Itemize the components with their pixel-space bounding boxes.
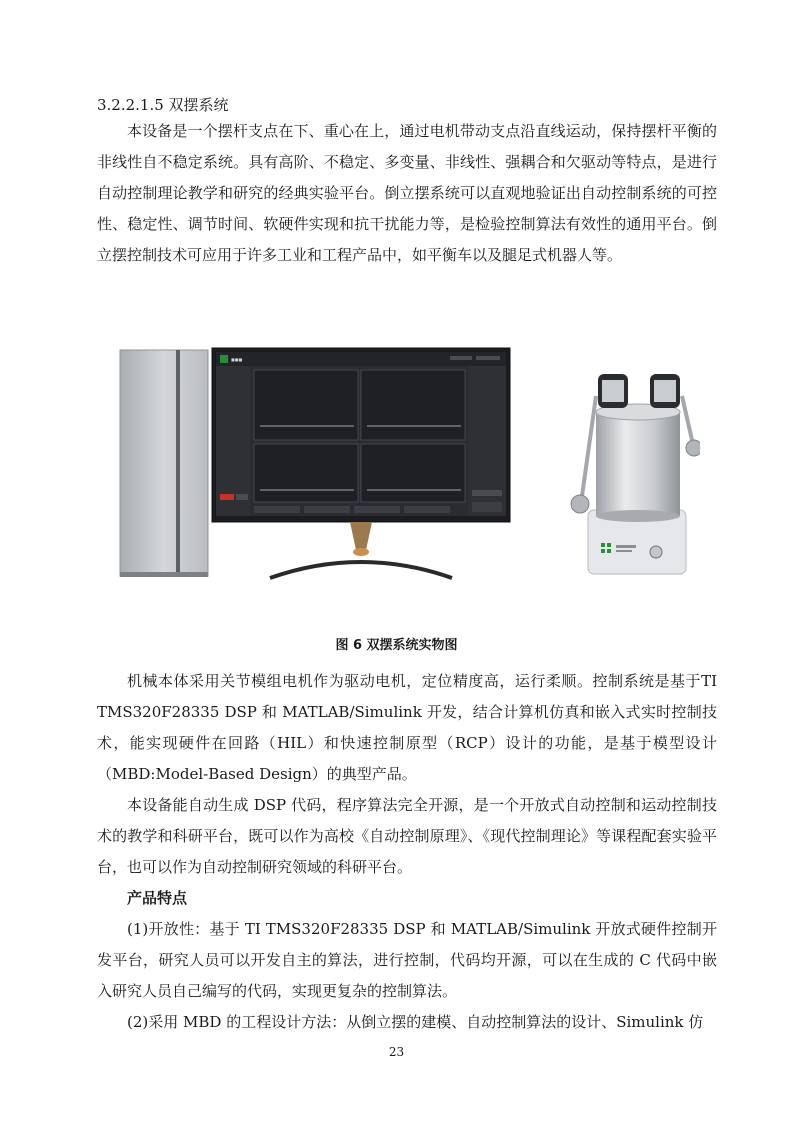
figure-caption: 图 6 双摆系统实物图 xyxy=(335,638,458,653)
product-photo xyxy=(110,340,700,590)
paragraph-control-system: 机械本体采用关节模组电机作为驱动电机，定位精度高，运行柔顺。控制系统是基于TI TMS320F28335 DSP 和 MATLAB/Simulink 开发，结合计算机仿真和嵌入式实时控制技术，能实现硬件在回路（HIL）和快速控制原型（RCP）设计的功能，是基于模型设计（MBD:Model-Based Design）的典型产品。 xyxy=(97,672,717,783)
feature-openness: (1)开放性：基于 TI TMS320F28335 DSP 和 MATLAB/Simulink 开放式硬件控制开发平台，研究人员可以开发自主的算法，进行控制，代码均开源，可以在生成的 C 代码中嵌入研究人员自己编写的代码，实现更复杂的控制算法。 xyxy=(97,920,717,1000)
feature-mbd: (2)采用 MBD 的工程设计方法：从倒立摆的建模、自动控制算法的设计、Simulink 仿 xyxy=(127,1013,704,1031)
features-heading: 产品特点 xyxy=(127,889,188,907)
page-number: 23 xyxy=(388,1045,405,1059)
tower-pc xyxy=(120,350,208,577)
product-photo-illustration xyxy=(110,340,700,590)
double-pendulum-device xyxy=(571,374,700,574)
svg-text:■■■: ■■■ xyxy=(231,357,243,362)
paragraph-intro: 本设备是一个摆杆支点在下、重心在上，通过电机带动支点沿直线运动，保持摆杆平衡的非线性自不稳定系统。具有高阶、不稳定、多变量、非线性、强耦合和欠驱动等特点，是进行自动控制理论教学和研究的经典实验平台。倒立摆系统可以直观地验证出自动控制系统的可控性、稳定性、调节时间、软硬件实现和抗干扰能力等，是检验控制算法有效性的通用平台。倒立摆控制技术可应用于许多工业和工程产品中，如平衡车以及腿足式机器人等。 xyxy=(97,122,717,264)
monitor xyxy=(212,348,510,578)
section-heading: 3.2.2.1.5 双摆系统 xyxy=(97,96,229,114)
paragraph-dsp-code: 本设备能自动生成 DSP 代码，程序算法完全开源，是一个开放式自动控制和运动控制技术的教学和科研平台，既可以作为高校《自动控制原理》、《现代控制理论》等课程配套实验平台，也可以作为自动控制研究领域的科研平台。 xyxy=(97,796,717,876)
